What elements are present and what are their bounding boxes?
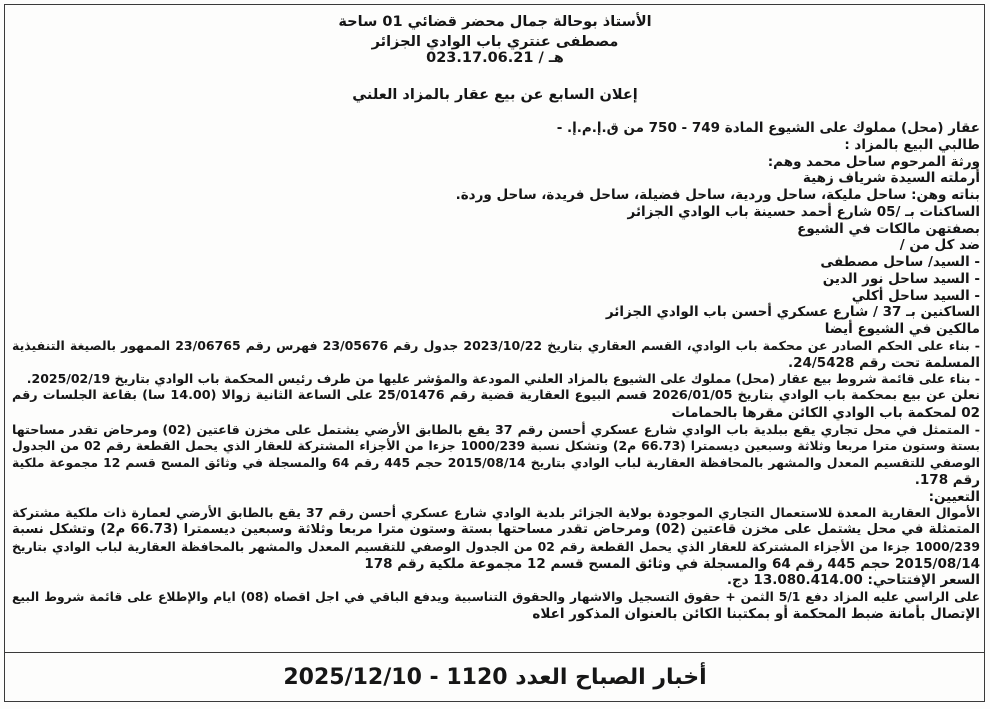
bailiff-address-line: مصطفى عنتري باب الوادي الجزائر <box>371 34 619 50</box>
notice-line <box>12 388 980 405</box>
notice-line-text: التعيين: <box>928 488 980 505</box>
notice-line <box>12 355 980 372</box>
notice-line-text: المسلمة تحت رقم 24/5428. <box>787 354 980 371</box>
notice-line <box>12 455 980 472</box>
notice-line <box>12 556 980 573</box>
notice-line-text: بستة وستون مترا مربعا وثلاثة وسبعين ديسمترا (66.73 م2) وتشكل نسبة 1000/239 جزءا من الأجزاء المشتركة للعقار الذي يحمل القطعة رقم 02 من الجدول <box>12 439 980 454</box>
bailiff-phone-line: هـ / 023.17.06.21 <box>426 50 564 66</box>
footer-divider <box>4 652 985 653</box>
notice-line-text: - السيد ساحل أكلي <box>851 287 980 304</box>
notice-line-text: - بناء على قائمة شروط بيع عقار (محل) مملوك على الشيوع بالمزاد العلني المودعة والمؤشر عليها من طرف رئيس المحكمة باب الوادي بتاريخ 2025/02/19. <box>26 371 980 387</box>
notice-line-text: ورثة المرحوم ساحل محمد وهم: <box>767 153 980 170</box>
notice-line-text: - بناء على الحكم الصادر عن محكمة باب الوادي، القسم العقاري بتاريخ 2023/10/22 جدول رقم 23/05676 فهرس رقم 23/06765 الممهور بالصيغة التنفيذية <box>12 337 980 353</box>
notice-line-text: أرملته السيدة شرياف زهية <box>802 170 980 187</box>
newspaper-issue-footer: أخبار الصباح العدد 1120 - 2025/12/10 <box>283 665 707 690</box>
notice-line <box>12 154 980 171</box>
notice-line-text: - السيد/ ساحل مصطفى <box>820 254 980 270</box>
notice-line-text: بناته وهن: ساحل مليكة، ساحل وردية، ساحل فضيلة، ساحل فريدة، ساحل وردة. <box>455 187 980 203</box>
notice-line-text: ضد كل من / <box>899 237 980 254</box>
notice-line <box>12 572 980 589</box>
notice-title: إعلان السابع عن بيع عقار بالمزاد العلني <box>352 87 638 103</box>
notice-line <box>12 522 980 539</box>
notice-line-text: الساكنين بـ 37 / شارع عسكري أحسن باب الوادي الجزائر <box>605 304 980 321</box>
notice-line <box>12 170 980 187</box>
notice-line <box>12 137 980 154</box>
notice-line <box>12 589 980 606</box>
notice-line <box>12 271 980 288</box>
notice-line <box>12 371 980 388</box>
notice-line-text: الساكنات بـ /05 شارع أحمد حسينة باب الوادي الجزائر <box>627 203 980 220</box>
notice-body <box>12 120 980 623</box>
notice-line <box>12 221 980 238</box>
notice-line-text: رقم 178. <box>914 471 980 488</box>
notice-line <box>12 288 980 305</box>
notice-line <box>12 237 980 254</box>
notice-line <box>12 422 980 439</box>
notice-line-text: المتمثلة في محل يشتمل على مخزن قاعتين (02) ومرحاض تقدر مساحتها بستة وستون مترا مربعا وثلاثة وسبعين ديسمترا (66.73 م2) وتشكل نسبة <box>12 522 980 537</box>
notice-line <box>12 606 980 623</box>
notice-line-text: - السيد ساحل نور الدين <box>822 270 980 287</box>
notice-line <box>12 505 980 522</box>
notice-line <box>12 321 980 338</box>
notice-line <box>12 120 980 137</box>
notice-line-text: الإتصال بأمانة ضبط المحكمة أو بمكتبنا الكائن بالعنوان المذكور اعلاه <box>532 605 980 622</box>
notice-line <box>12 405 980 422</box>
notice-line-text: - المتمثل في محل تجاري يقع ببلدية باب الوادي شارع عسكري أحسن رقم 37 يقع بالطابق الأرضي يشتمل على مخزن قاعتين (02) ومرحاض تقدر مساحتها <box>12 421 980 437</box>
notice-line-text: عقار (محل) مملوك على الشيوع المادة 749 - 750 من ق.إ.م.إ. - <box>556 120 980 136</box>
bailiff-name-line: الأستاذ بوحالة جمال محضر قضائي 01 ساحة <box>338 14 652 30</box>
notice-line <box>12 338 980 355</box>
notice-line <box>12 489 980 506</box>
notice-line <box>12 472 980 489</box>
notice-line-text: السعر الإفتتاحي: 13.080.414.00 دج. <box>726 572 980 589</box>
notice-line <box>12 254 980 271</box>
notice-line-text: الوصفي للتقسيم المعدل والمشهر بالمحافظة العقارية لباب الوادي بتاريخ 2015/08/14 حجم 445 رقم 64 والمسجلة في وثائق المسح قسم 12 مجموعة ملكية <box>12 456 980 470</box>
notice-line <box>12 187 980 204</box>
notice-line <box>12 204 980 221</box>
notice-line-text: مالكين في الشيوع أيضا <box>824 321 980 337</box>
notice-line <box>12 438 980 455</box>
notice-line-text: 02 لمحكمة باب الوادي الكائن مقرها بالحمامات <box>671 404 980 421</box>
notice-line-text: بصفتهن مالكات في الشيوع <box>797 220 980 237</box>
notice-line-text: الأموال العقارية المعدة للاستعمال التجاري الموجودة بولاية الجزائر بلدية الوادي شارع عسكري أحسن رقم 37 يقع بالطابق الأرضي لعمارة ذات ملكية مشتركة <box>12 505 980 521</box>
notice-line-text: على الراسي عليه المزاد دفع 5/1 الثمن + حقوق التسجيل والاشهار والحقوق التناسبية ويدفع الباقي في اجل اقصاه (08) ايام والإطلاع على قائمة شروط البيع <box>12 590 980 604</box>
notice-line-text: نعلن عن بيع بمحكمة باب الوادي بتاريخ 2026/01/05 قسم البيوع العقارية قضية رقم 25/01476 على الساعة الثانية زوالا (14.00 سا) بقاعة الجلسات رقم <box>12 388 980 403</box>
notice-line-text: 1000/239 جزءا من الأجزاء المشتركة للعقار الذي يحمل القطعة رقم 02 من الجدول الوصفي للتقسيم المعدل والمشهر بالمحافظة العقارية لباب الوادي بتاريخ <box>12 539 980 554</box>
notice-line-text: طالبي البيع بالمزاد : <box>844 136 980 153</box>
notice-line <box>12 304 980 321</box>
notice-line-text: 2015/08/14 حجم 445 رقم 64 والمسجلة في وثائق المسح قسم 12 مجموعة ملكية رقم 178 <box>364 555 980 572</box>
notice-line <box>12 539 980 556</box>
